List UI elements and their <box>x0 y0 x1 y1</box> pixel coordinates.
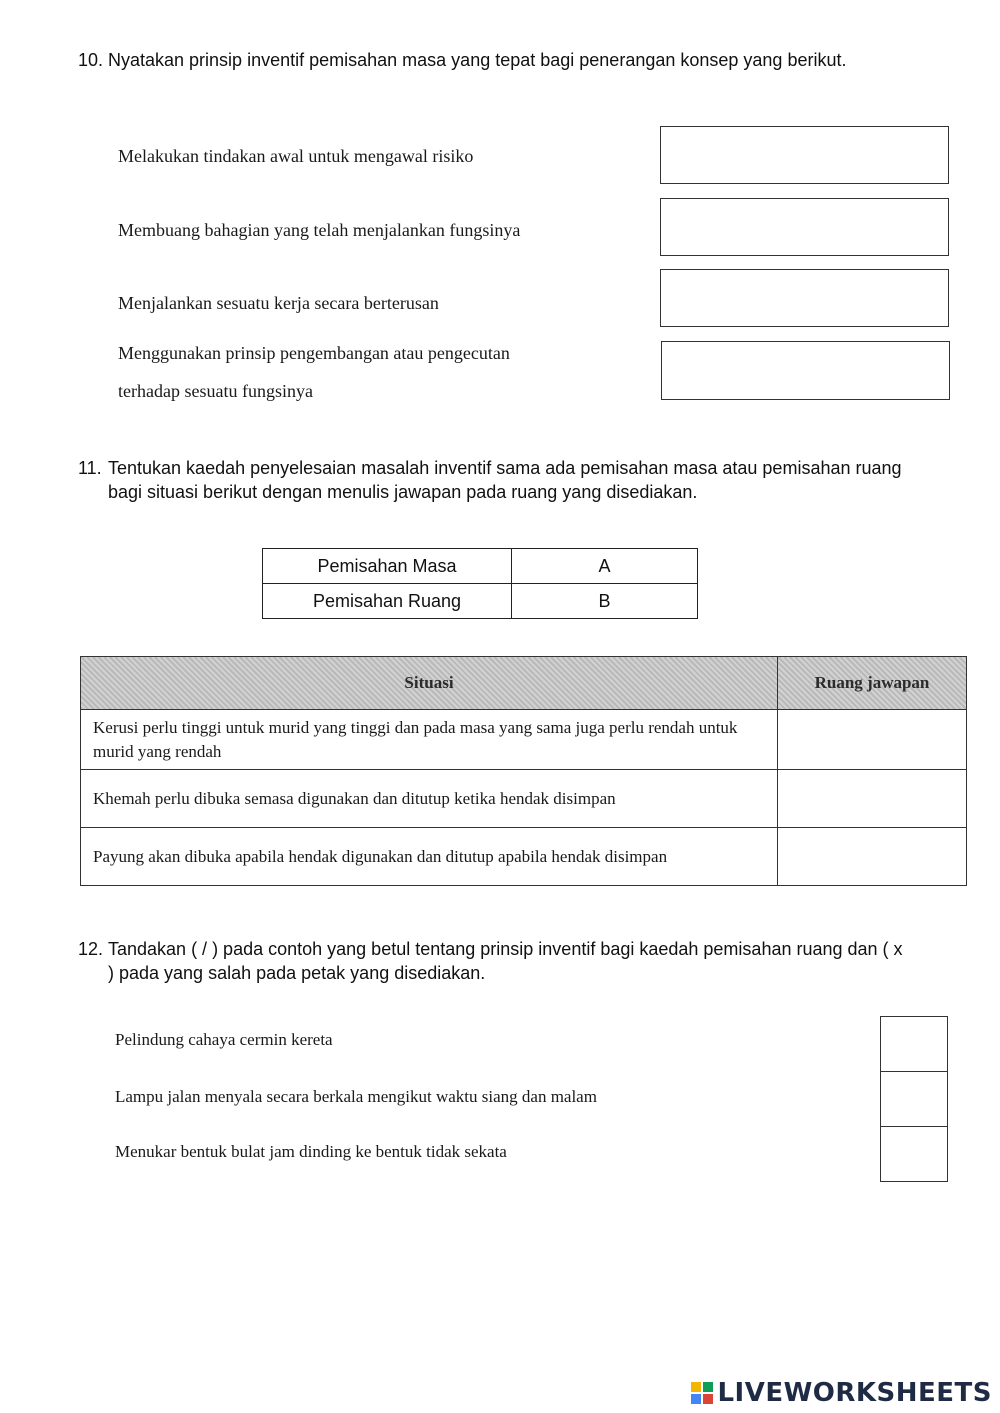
question-number: 10. <box>78 50 104 70</box>
liveworksheets-brand <box>691 1378 992 1408</box>
q10-item-1: Melakukan tindakan awal untuk mengawal risiko <box>118 146 474 166</box>
q10-answer-box-1[interactable] <box>660 126 949 184</box>
q10-answer-box-3[interactable] <box>660 269 949 327</box>
legend-table <box>262 548 698 619</box>
question-10 <box>78 48 908 72</box>
situation-text: Kerusi perlu tinggi untuk murid yang tinggi dan pada masa yang sama juga perlu rendah untuk murid yang rendah <box>81 710 778 770</box>
tick-box-2[interactable] <box>881 1072 947 1127</box>
table-header-row <box>81 657 967 710</box>
logo-square <box>703 1394 713 1404</box>
question-text: Tentukan kaedah penyelesaian masalah inventif sama ada pemisahan masa atau pemisahan ruang bagi situasi berikut dengan menulis jawapan pada ruang yang disediakan. <box>108 458 902 502</box>
q10-item-3: Menjalankan sesuatu kerja secara berterusan <box>118 293 439 313</box>
logo-square <box>691 1382 701 1392</box>
legend-row <box>263 584 698 619</box>
header-situasi: Situasi <box>81 657 778 710</box>
table-row <box>81 710 967 770</box>
question-text: Tandakan ( / ) pada contoh yang betul tentang prinsip inventif bagi kaedah pemisahan ruang dan ( x ) pada yang salah pada petak yang disediakan. <box>108 939 903 983</box>
q10-item-2: Membuang bahagian yang telah menjalankan fungsinya <box>118 220 521 240</box>
table-row <box>81 770 967 828</box>
q12-item-1: Pelindung cahaya cermin kereta <box>115 1030 333 1049</box>
q12-item-3: Menukar bentuk bulat jam dinding ke bentuk tidak sekata <box>115 1142 507 1161</box>
brand-wordmark: LIVEWORKSHEETS <box>717 1378 992 1408</box>
situation-text: Khemah perlu dibuka semasa digunakan dan ditutup ketika hendak disimpan <box>81 770 778 828</box>
question-11 <box>78 456 908 504</box>
legend-code: B <box>512 584 698 619</box>
legend-code: A <box>512 549 698 584</box>
legend-label: Pemisahan Ruang <box>263 584 512 619</box>
q10-answer-box-4[interactable] <box>661 341 950 400</box>
answer-cell-2[interactable] <box>778 770 967 828</box>
q10-answer-box-2[interactable] <box>660 198 949 256</box>
logo-square <box>691 1394 701 1404</box>
question-text: Nyatakan prinsip inventif pemisahan masa yang tepat bagi penerangan konsep yang berikut. <box>108 50 847 70</box>
tick-box-3[interactable] <box>881 1127 947 1181</box>
situation-text: Payung akan dibuka apabila hendak digunakan dan ditutup apabila hendak disimpan <box>81 828 778 886</box>
legend-label: Pemisahan Masa <box>263 549 512 584</box>
question-12 <box>78 937 908 985</box>
situation-table <box>80 656 967 886</box>
legend-row <box>263 549 698 584</box>
liveworksheets-logo-icon <box>691 1382 713 1404</box>
question-number: 12. <box>78 939 104 959</box>
q12-item-2: Lampu jalan menyala secara berkala mengikut waktu siang dan malam <box>115 1087 597 1106</box>
answer-cell-3[interactable] <box>778 828 967 886</box>
q10-item-4-line1: Menggunakan prinsip pengembangan atau pengecutan <box>118 343 510 363</box>
question-number: 11. <box>78 458 102 478</box>
logo-square <box>703 1382 713 1392</box>
answer-cell-1[interactable] <box>778 710 967 770</box>
tick-box-1[interactable] <box>881 1017 947 1072</box>
table-row <box>81 828 967 886</box>
header-ruang-jawapan: Ruang jawapan <box>778 657 967 710</box>
tick-box-column <box>880 1016 948 1182</box>
q10-item-4-line2: terhadap sesuatu fungsinya <box>118 381 313 401</box>
